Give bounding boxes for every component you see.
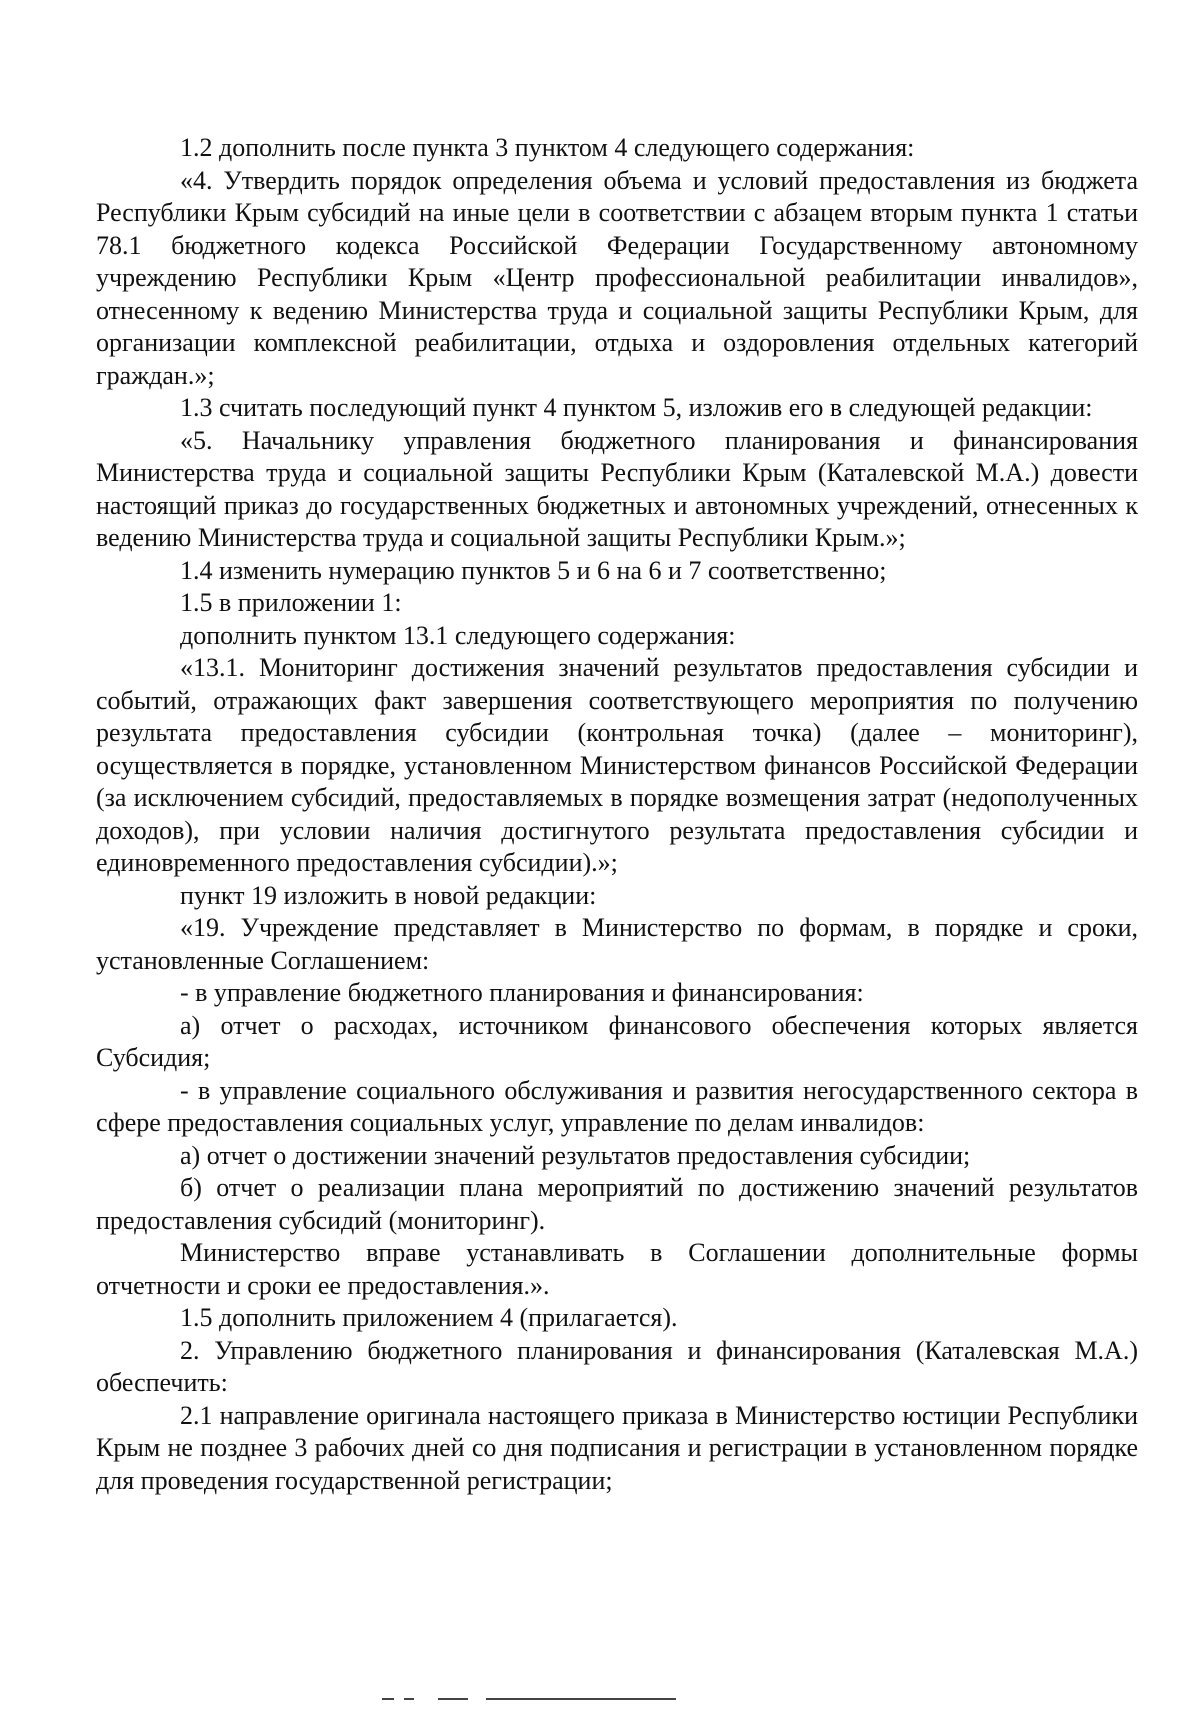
paragraph-point-5-text: «5. Начальнику управления бюджетного планирования и финансирования Министерства труда и социальной защиты Республики Крым (Каталевской М.А.) довести настоящий приказ до государственных бюджетных и автономных учреждений, отнесенных к ведению Министерства труда и социальной защиты Республики Крым.»; (96, 425, 1138, 552)
paragraph-1-5-appendix-1: 1.5 в приложении 1: (180, 588, 402, 617)
document-body (96, 132, 1138, 1497)
paragraph-ministry-rights: Министерство вправе устанавливать в Соглашении дополнительные формы отчетности и сроки ее предоставления.». (96, 1238, 1138, 1300)
scan-mark (404, 1698, 414, 1700)
paragraph-point-4-text: «4. Утвердить порядок определения объема и условий предоставления из бюджета Республики Крым субсидий на иные цели в соответствии с абзацем вторым пункта 1 статьи 78.1 бюджетного кодекса Российской Федерации Государственному автономному учреждению Республики Крым «Центр профессиональной реабилитации инвалидов», отнесенному к ведению Министерства труда и социальной защиты Республики Крым, для организации комплексной реабилитации, отдыха и оздоровления отдельных категорий граждан.»; (96, 165, 1138, 390)
paragraph-results-report: а) отчет о достижении значений результатов предоставления субсидии; (180, 1140, 971, 1170)
paragraph-point-19-text: «19. Учреждение представляет в Министерство по формам, в порядке и сроки, установленные Соглашением: (96, 913, 1138, 975)
paragraph-1-4: 1.4 изменить нумерацию пунктов 5 и 6 на 6 и 7 соответственно; (180, 555, 887, 585)
paragraph-point-19-intro: пункт 19 изложить в новой редакции: (180, 880, 597, 910)
paragraph-2: 2. Управлению бюджетного планирования и финансирования (Каталевская М.А.) обеспечить: (96, 1335, 1138, 1397)
paragraph-point-13-1-text: «13.1. Мониторинг достижения значений результатов предоставления субсидии и событий, отражающих факт завершения соответствующего мероприятия по получению результата предоставления субсидии (контрольная точка) (далее – мониторинг), осуществляется в порядке, установленном Министерством финансов Российской Федерации (за исключением субсидий, предоставляемых в порядке возмещения затрат (недополученных доходов), при условии наличия достигнутого результата предоставления субсидии и единовременного предоставления субсидии).»; (96, 653, 1138, 877)
paragraph-1-2: 1.2 дополнить после пункта 3 пунктом 4 следующего содержания: (180, 133, 915, 162)
paragraph-add-13-1: дополнить пунктом 13.1 следующего содержания: (180, 620, 736, 650)
paragraph-expense-report: а) отчет о расходах, источником финансового обеспечения которых является Субсидия; (96, 1010, 1138, 1072)
paragraph-1-5-appendix-4: 1.5 дополнить приложением 4 (прилагается). (180, 1303, 678, 1332)
scan-mark (382, 1698, 394, 1700)
paragraph-2-1: 2.1 направление оригинала настоящего приказа в Министерство юстиции Республики Крым не позднее 3 рабочих дней со дня подписания и регистрации в установленном порядке для проведения государственной регистрации; (96, 1400, 1138, 1495)
scan-artifact-lines (382, 1698, 712, 1701)
scan-mark (486, 1698, 676, 1700)
paragraph-budget-department: - в управление бюджетного планирования и финансирования: (180, 978, 864, 1007)
paragraph-plan-report: б) отчет о реализации плана мероприятий по достижению значений результатов предоставления субсидий (мониторинг). (96, 1173, 1138, 1235)
scan-mark (438, 1698, 468, 1700)
paragraph-social-department: - в управление социального обслуживания и развития негосударственного сектора в сфере предоставления социальных услуг, управление по делам инвалидов: (96, 1075, 1138, 1137)
paragraph-1-3: 1.3 считать последующий пункт 4 пунктом 5, изложив его в следующей редакции: (180, 393, 1093, 422)
